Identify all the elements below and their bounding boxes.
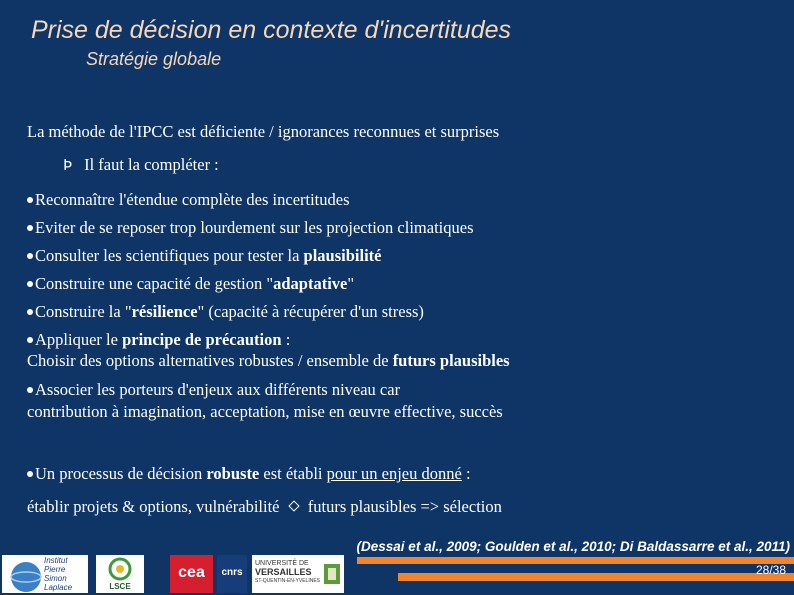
bullet-text-bold: principe de précaution [122,330,282,349]
bullet-dot-icon [27,197,33,203]
logo-text: LSCE [109,582,131,591]
ipsl-logo [2,555,88,593]
cnrs-logo [217,555,247,593]
logo-text: cea [178,564,205,581]
bullet-text: Associer les porteurs d'enjeux aux différents niveau car [35,380,401,399]
bullet-text-underlined: pour un enjeu donné [326,464,462,483]
bullet-dot-icon [27,281,33,287]
bullet-dot-icon [27,471,33,477]
page-subtitle: Stratégie globale [86,49,222,69]
bullet-text: " (capacité à récupérer d'un stress) [197,302,424,321]
bullet-item [27,302,424,322]
bullet-text: Reconnaître l'étendue complète des incertitudes [35,190,350,209]
bullet-text-bold: plausibilité [303,246,382,265]
reference-citation: (Dessai et al., 2009; Goulden et al., 2010; Di Baldassarre et al., 2011) [356,539,790,554]
cea-logo [170,555,213,593]
logo-text: VERSAILLES [255,567,312,577]
logo-text: cnrs [221,567,243,578]
bullet-item [27,190,350,210]
bullet-text: Choisir des options alternatives robustes / ensemble de [27,351,393,370]
bullet-text: Eviter de se reposer trop lourdement sur les projection climatiques [35,218,474,237]
footer-accent-bar [357,557,794,564]
bullet-item [27,218,474,238]
implies-arrow-icon: Þ [63,156,73,174]
logo-text: Institut [44,556,68,565]
bullet-text-bold: futurs plausibles [392,351,510,370]
bullet-text: " [347,274,355,293]
lsce-logo [96,555,144,593]
intro-text: La méthode de l'IPCC est déficiente / ignorances reconnues et surprises [27,122,500,141]
bullet-item [27,274,354,294]
logo-text: Pierre [44,565,66,574]
conclusion-text: futurs plausibles => sélection [303,497,502,516]
diamond-arrow-icon [288,500,299,511]
bullet-text-bold: résilience [131,302,198,321]
bullet-text: : [461,464,471,483]
logo-text: Simon [44,574,67,583]
logo-text: UNIVERSITÉ DE [255,560,309,567]
uvsq-emblem-icon [323,563,341,585]
bullet-dot-icon [27,387,33,393]
bullet-item [27,464,471,484]
bullet-dot-icon [27,225,33,231]
implication-line [63,155,219,175]
page-number: 28/38 [755,563,786,577]
page-title: Prise de décision en contexte d'incertitudes [31,16,512,44]
bullet-dot-icon [27,253,33,259]
bullet-text: Construire une capacité de gestion " [35,274,274,293]
logo-text: ST-QUENTIN-EN-YVELINES [255,578,321,584]
bullet-text: est établi [259,464,327,483]
bullet-text-bold: robuste [206,464,260,483]
conclusion-text: établir projets & options, vulnérabilité [27,497,284,516]
bullet-text: Consulter les scientifiques pour tester la [35,246,304,265]
conclusion-line [27,497,502,517]
bullet-text-bold: adaptative [273,274,348,293]
bullet-item [27,330,290,350]
bullet-text: Construire la " [35,302,132,321]
logo-text: Laplace [44,583,73,592]
uvsq-logo [252,555,344,593]
footer-accent-bar [398,573,794,581]
bullet-dot-icon [27,337,33,343]
bullet-text: Appliquer le [35,330,123,349]
bullet-item [27,246,381,266]
bullet-continuation [27,351,510,371]
bullet-text: Un processus de décision [35,464,207,483]
globe-icon [4,555,44,593]
bullet-item [27,380,400,400]
lsce-emblem-icon [96,556,144,582]
bullet-text: : [281,330,291,349]
implication-text: Il faut la compléter : [84,155,219,174]
bullet-continuation: contribution à imagination, acceptation, mise en œuvre effective, succès [27,402,503,421]
bullet-dot-icon [27,309,33,315]
